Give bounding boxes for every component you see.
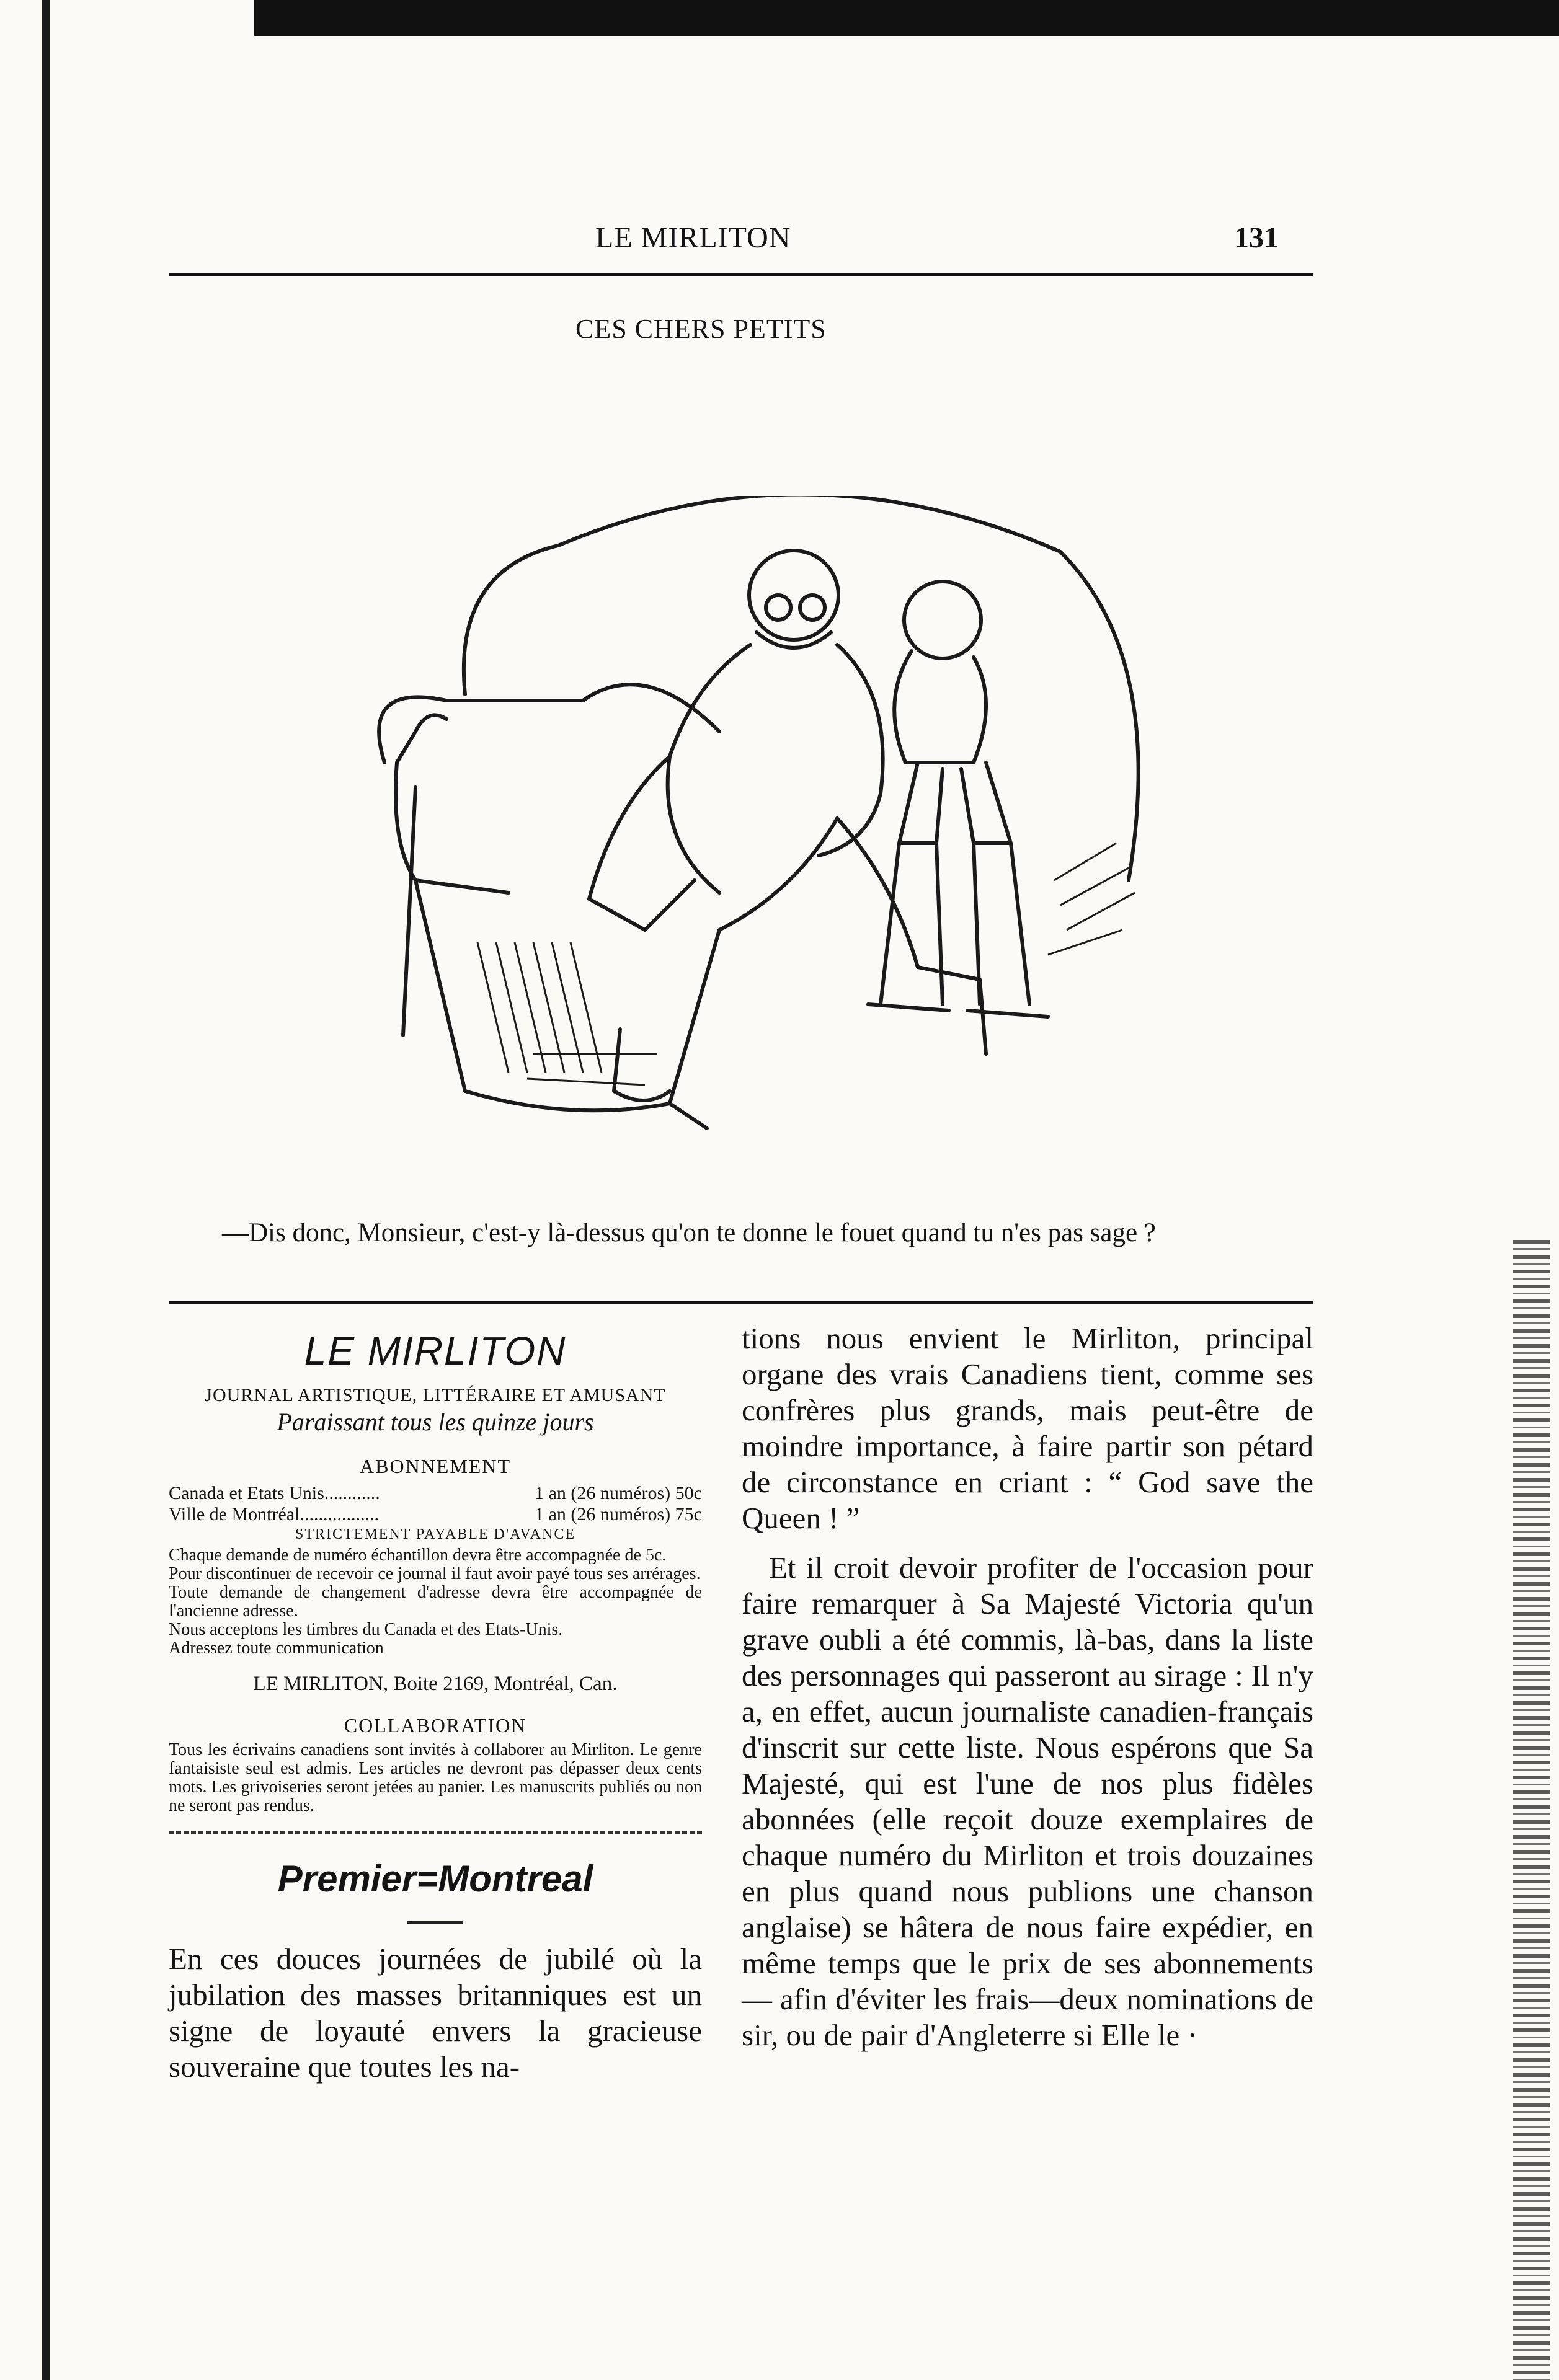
- notice-item: Adressez toute communication: [169, 1639, 384, 1658]
- article-paragraph: Et il croit devoir profiter de l'occasion pour faire remarquer à Sa Majesté Victoria qu'un grave oubli a été commis, là-bas, dans la liste des personnages qui passeront au sirage : Il n'y a, en effet, aucun journaliste canadien-français d'inscrit sur cette liste. Nous espérons que Sa Majesté, qui est l'une de nos plus fidèles abonnées (elle reçoit douze exemplaires de chaque numéro du Mirliton et trois douzaines en plus quand nous publions une chanson anglaise) se hâtera de nous faire expédier, en même temps que le prix de ses abonnements — afin d'éviter les frais—deux nominations de sir, ou de pair d'Angleterre si Elle le ·: [742, 1551, 1313, 2052]
- right-column: [742, 1321, 1313, 2053]
- rate-label: Ville de Montréal.................: [169, 1504, 379, 1524]
- article-body: [742, 1321, 1313, 2053]
- article-title: Premier=Montreal: [277, 1858, 593, 1900]
- notices: [169, 1546, 702, 1658]
- subscription-heading: ABONNEMENT: [360, 1455, 511, 1477]
- rates-list: [169, 1483, 702, 1525]
- article-intro: En ces douces journées de jubilé où la jubilation des masses britanniques est un signe de loyauté envers la gracieuse souveraine que toutes les na-: [169, 1942, 702, 2084]
- dashed-divider: [169, 1831, 702, 1834]
- rate-row: [169, 1504, 702, 1525]
- masthead-subtitle: JOURNAL ARTISTIQUE, LITTÉRAIRE ET AMUSANT: [205, 1385, 666, 1405]
- scan-border-left: [42, 0, 50, 2380]
- running-title: LE MIRLITON: [595, 221, 791, 254]
- rate-label: Canada et Etats Unis............: [169, 1483, 380, 1503]
- article-paragraph: tions nous envient le Mirliton, principal organe des vrais Canadiens tient, comme ses confrères plus grands, mais peut-être de moindre importance, à faire partir son pétard de circonstance en criant : “ God save the Queen ! ”: [742, 1321, 1313, 1535]
- section-rule: [169, 1301, 1313, 1304]
- collaboration-text: Tous les écrivains canadiens sont invités à collaborer au Mirliton. Le genre fantaisiste seul est admis. Les articles ne devront pas dépasser deux cents mots. Les grivoiseries seront jetées au panier. Les manuscrits publiés ou non ne seront pas rendus.: [169, 1740, 702, 1815]
- title-rule: [407, 1921, 463, 1924]
- notice-item: Toute demande de changement d'adresse devra être accompagnée de l'ancienne adresse.: [169, 1583, 702, 1621]
- payment-terms: STRICTEMENT PAYABLE D'AVANCE: [295, 1526, 575, 1542]
- notice-item: Nous acceptons les timbres du Canada et des Etats-Unis.: [169, 1620, 563, 1639]
- notice-item: Chaque demande de numéro échantillon devra être accompagnée de 5c.: [169, 1546, 667, 1565]
- illustration-armchair-scene: [322, 496, 1290, 1190]
- left-column: [169, 1314, 702, 2085]
- header-rule: [169, 273, 1313, 276]
- section-title: CES CHERS PETITS: [575, 314, 827, 344]
- illustration-caption: —Dis donc, Monsieur, c'est-y là-dessus qu'on te donne le fouet quand tu n'es pas sage ?: [222, 1218, 1156, 1247]
- rate-value: 1 an (26 numéros) 75c: [535, 1504, 702, 1524]
- notice-item: Pour discontinuer de recevoir ce journal il faut avoir payé tous ses arrérages.: [169, 1564, 701, 1583]
- mailing-address: LE MIRLITON, Boite 2169, Montréal, Can.: [253, 1673, 618, 1695]
- scan-edge-strip: [1513, 1240, 1550, 2380]
- page-number: 131: [1234, 221, 1279, 254]
- collaboration-heading: COLLABORATION: [344, 1714, 527, 1736]
- scan-border-top: [254, 0, 1559, 36]
- masthead-periodicity: Paraissant tous les quinze jours: [277, 1408, 594, 1436]
- rate-row: [169, 1483, 702, 1504]
- rate-value: 1 an (26 numéros) 50c: [535, 1483, 702, 1503]
- masthead-title: LE MIRLITON: [304, 1329, 567, 1373]
